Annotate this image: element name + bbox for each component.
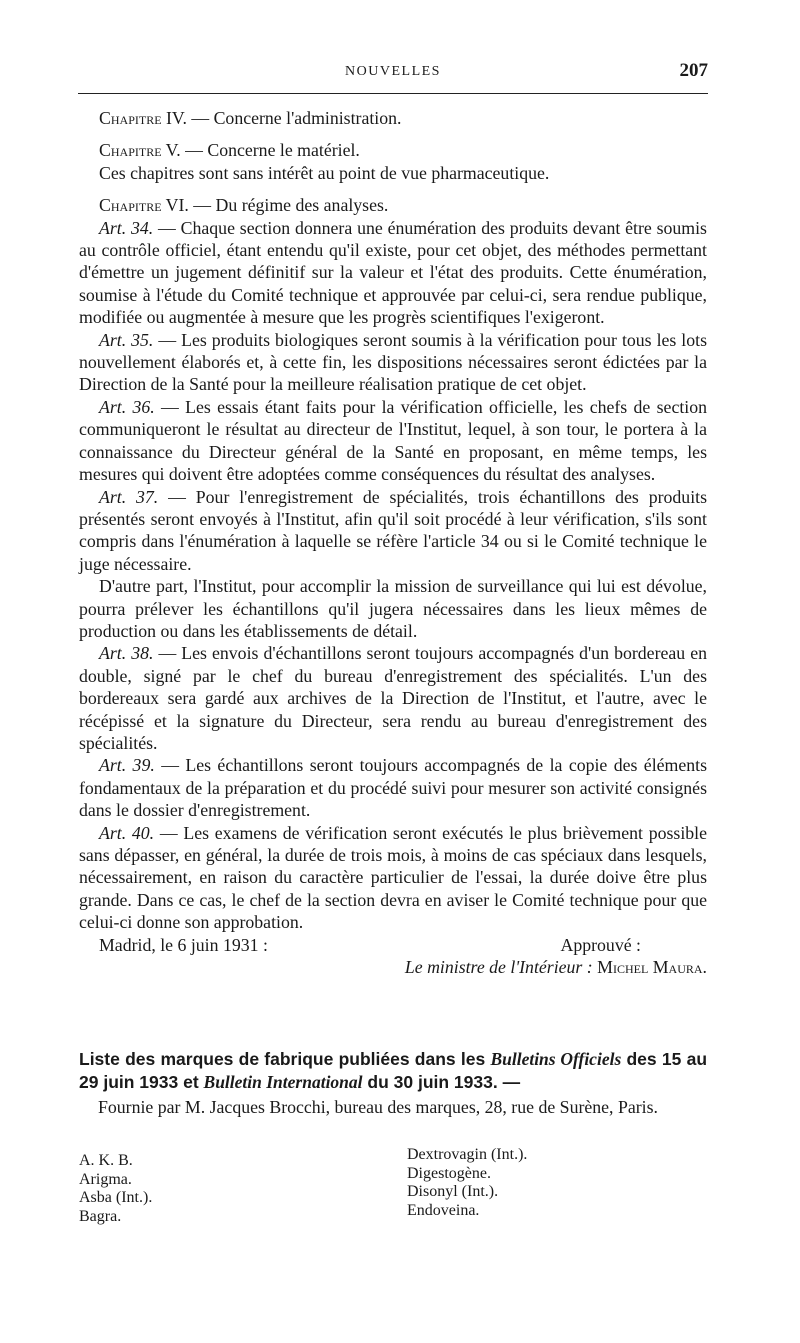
article-40: Art. 40. — Les examens de vérification seront exécutés le plus brièvement possible sans dépasser, en général, la durée de trois mois, à moins de cas spéciaux dans lesquels, nécessairement, en raison du caractère particulier de l'essai, la durée doive être plus grande. Dans ce cas, le chef de la section devra en aviser le Comité technique pour que celui-ci donne son approbation. [79, 822, 708, 933]
decree-text [79, 107, 707, 978]
article-39: Art. 39. — Les échantillons seront toujours accompagnés de la copie des éléments fondamentaux de la préparation et du procédé suivi pour mesurer son activité consignés dans le dossier d'enregistrement. [79, 755, 708, 821]
running-head: NOUVELLES [345, 64, 441, 79]
page-number: 207 [679, 60, 708, 81]
list-item: Dextrovagin (Int.). [407, 1146, 528, 1163]
article-36: Art. 36. — Les essais étant faits pour la vérification officielle, les chefs de section communiqueront le résultat au directeur de l'Institut, lequel, à son tour, le portera à la connaissance du Directeur général de la Santé en proposant, en même temps, les mesures qui doivent être adoptées comme conséquences du résultat des analyses. [79, 396, 707, 485]
list-item: Digestogène. [407, 1164, 491, 1182]
list-item: A. K. B. [79, 1152, 133, 1169]
article-38: Art. 38. — Les envois d'échantillons seront toujours accompagnés d'un bordereau en double, signé par le chef du bureau d'enregistrement des spécialités. L'un des bordereaux sera gardé aux archives de la Direction de l'Institut, et l'autre, avec le récépissé et la signature du Directeur, sera rendu au bureau d'enregistrement des spécialités. [79, 643, 707, 753]
list-item: Arigma. [79, 1170, 132, 1188]
minister-signature: Le ministre de l'Intérieur : Michel Maura. [404, 957, 707, 978]
trademark-list-heading: Liste des marques de fabrique publiées dans les Bulletins Officiels des 15 au 29 juin 1933 et Bulletin International du 30 juin 1933. — [79, 1049, 708, 1092]
chapter-iv: Chapitre IV. — Concerne l'administration. [99, 108, 402, 128]
list-item: Disonyl (Int.). [407, 1183, 499, 1200]
article-37: Art. 37. — Pour l'enregistrement de spécialités, trois échantillons des produits présentés seront envoyés à l'Institut, afin qu'il soit procédé à leur vérification, s'ils sont compris dans l'énumération à laquelle se réfère l'article 34 ou si le Comité technique le juge nécessaire. [79, 486, 707, 574]
header-rule [78, 93, 708, 94]
article-34: Art. 34. — Chaque section donnera une énumération des produits devant être soumis au contrôle officiel, étant entendu qu'il existe, pour cet objet, des méthodes permettant d'émettre un jugement définitif sur la valeur et l'état des produits. Cette énumération, soumise à l'étude du Comité technique et approuvée par celui-ci, sera rendue publique, modifiée ou augmentée à mesure que les progrès scientifiques l'exigeront. [79, 217, 707, 328]
place-date: Madrid, le 6 juin 1931 : [99, 934, 268, 955]
chapter-v: Chapitre V. — Concerne le matériel. [99, 140, 360, 161]
list-item: Asba (Int.). [79, 1189, 153, 1206]
article-37-extra: D'autre part, l'Institut, pour accomplir la mission de surveillance qui lui est dévolue, pourra prélever les échantillons qu'il jugera nécessaires dans les lieux mêmes de production ou dans les établissements de détail. [79, 576, 707, 641]
chapters-note: Ces chapitres sont sans intérêt au point de vue pharmaceutique. [99, 162, 550, 183]
approved-label: Approuvé : [560, 934, 641, 955]
marks-column-left [79, 1152, 152, 1226]
list-provider: Fournie par M. Jacques Brocchi, bureau des marques, 28, rue de Surène, Paris. [98, 1097, 658, 1117]
chapter-vi: Chapitre VI. — Du régime des analyses. [99, 195, 389, 216]
list-item: Bagra. [79, 1207, 122, 1225]
list-item: Endoveina. [407, 1201, 480, 1219]
page-header [78, 60, 708, 86]
signature-row [79, 934, 707, 956]
marks-column-right [407, 1146, 527, 1220]
article-35: Art. 35. — Les produits biologiques seront soumis à la vérification pour tous les lots nouvellement élaborés et, à cette fin, les dispositions nécessaires seront édictées par la Direction de la Santé pour la meilleure réalisation pratique de cet objet. [79, 329, 707, 395]
